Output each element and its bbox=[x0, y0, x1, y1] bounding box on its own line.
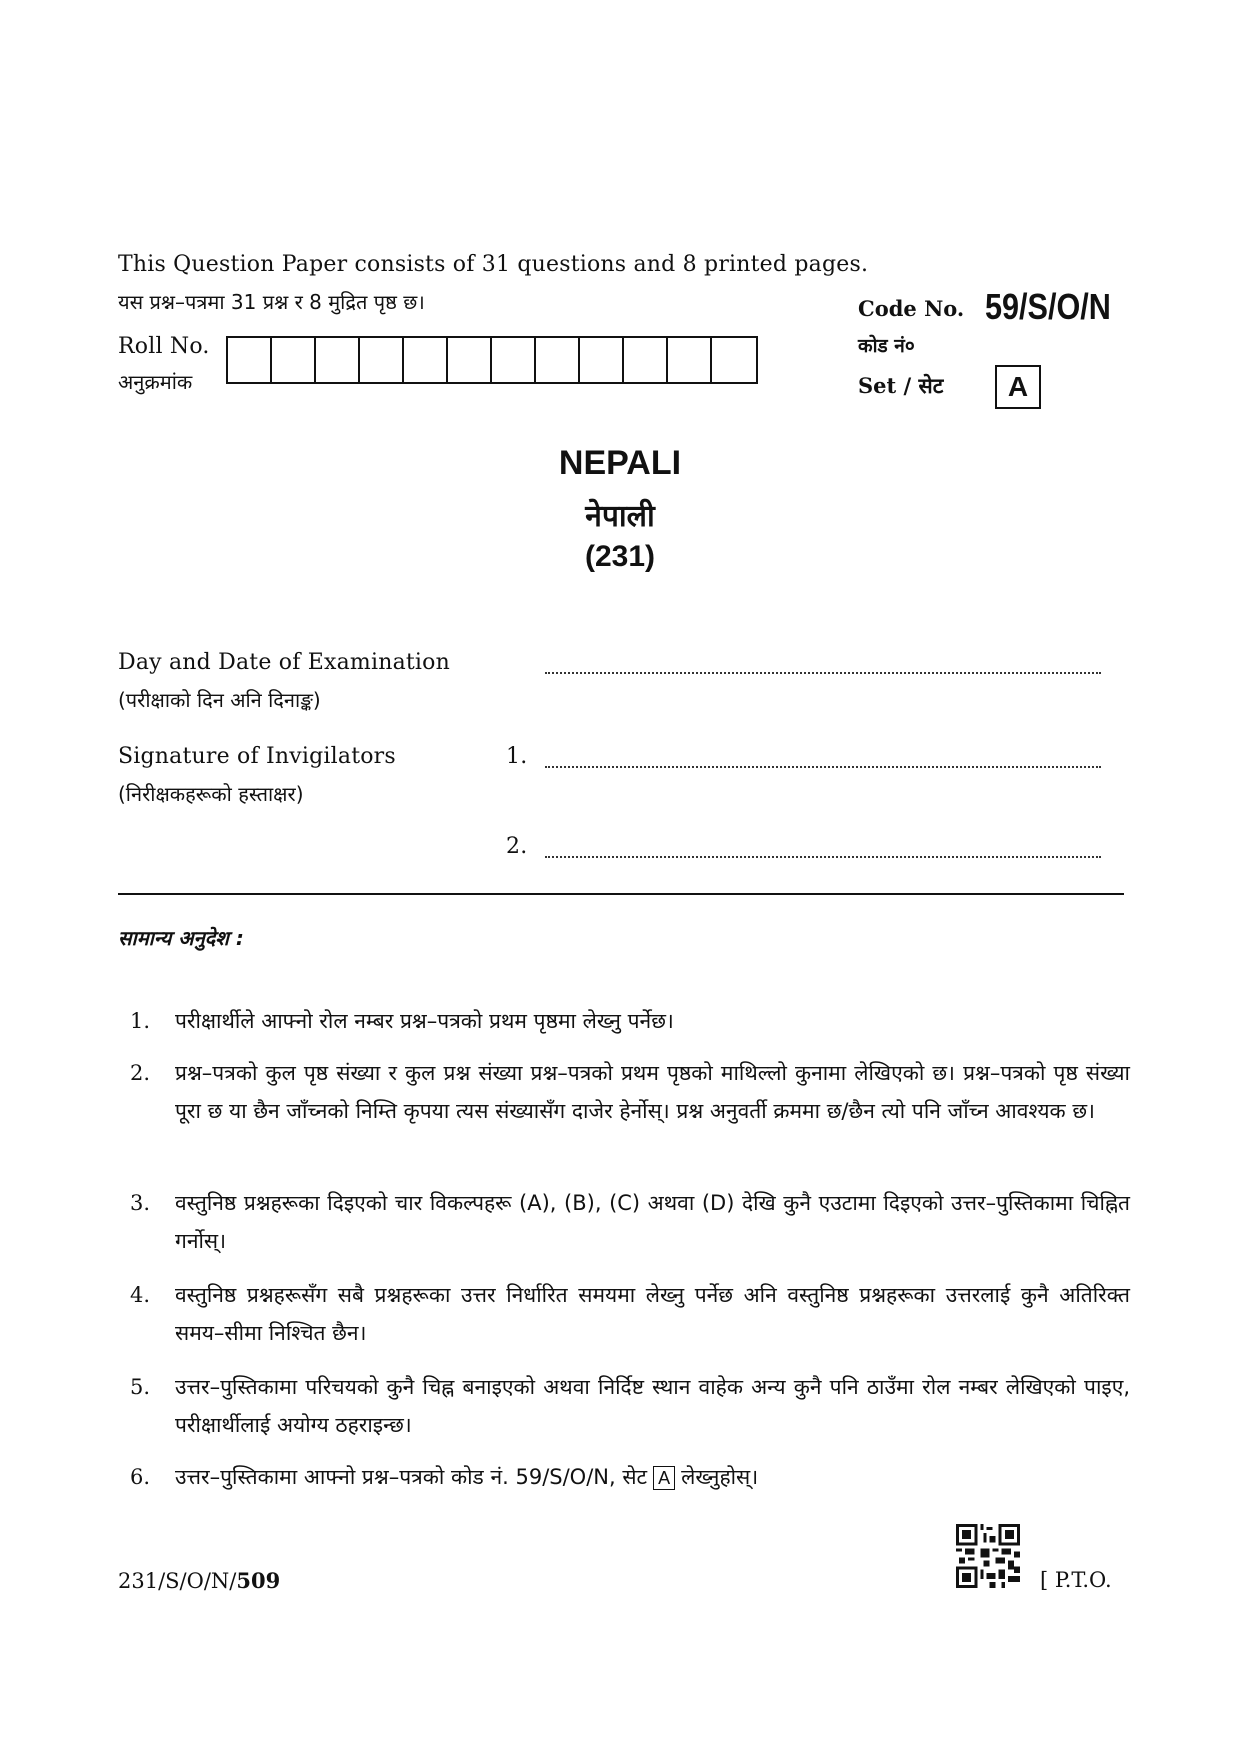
roll-number-cell[interactable] bbox=[272, 338, 316, 382]
qr-code-icon bbox=[956, 1524, 1020, 1588]
signature-dotted-line-1[interactable] bbox=[545, 764, 1101, 768]
subject-title-np: नेपाली bbox=[585, 499, 655, 534]
roll-number-cell[interactable] bbox=[712, 338, 756, 382]
roll-number-cell[interactable] bbox=[624, 338, 668, 382]
instruction-number: 1. bbox=[130, 1009, 151, 1033]
roll-number-cell[interactable] bbox=[316, 338, 360, 382]
instruction-number: 6. bbox=[130, 1465, 151, 1489]
signature-label-np: (निरीक्षकहरूको हस्ताक्षर) bbox=[118, 782, 304, 806]
date-label-en: Day and Date of Examination bbox=[118, 650, 450, 675]
signature-label-en: Signature of Invigilators bbox=[118, 744, 396, 769]
roll-label-np: अनुक्रमांक bbox=[118, 370, 193, 394]
instruction-text: वस्तुनिष्ठ प्रश्नहरूका दिइएको चार विकल्पहरू (A), (B), (C) अथवा (D) देखि कुनै एउटामा दिइएको उत्तर–पुस्तिकामा चिह्नित गर्नोस्। bbox=[175, 1191, 1130, 1253]
roll-number-cell[interactable] bbox=[492, 338, 536, 382]
set-value-box: A bbox=[995, 365, 1041, 409]
instructions-heading: सामान्य अनुदेश : bbox=[118, 926, 244, 950]
pto-label: [ P.T.O. bbox=[1040, 1568, 1112, 1592]
roll-number-cell[interactable] bbox=[404, 338, 448, 382]
paper-code-bold: 509 bbox=[236, 1568, 281, 1593]
signature-dotted-line-2[interactable] bbox=[545, 854, 1101, 858]
set-label: Set / सेट bbox=[858, 373, 944, 398]
instruction-item bbox=[130, 1368, 1130, 1444]
roll-number-cell[interactable] bbox=[580, 338, 624, 382]
instruction-number: 4. bbox=[130, 1283, 151, 1307]
divider-rule bbox=[118, 893, 1124, 895]
date-label-np: (परीक्षाको दिन अनि दिनाङ्क) bbox=[118, 688, 321, 712]
instruction-item bbox=[130, 1458, 1130, 1496]
pages-info-np: यस प्रश्न–पत्रमा 31 प्रश्न र 8 मुद्रित पृष्ठ छ। bbox=[118, 290, 425, 314]
roll-number-cell[interactable] bbox=[536, 338, 580, 382]
pages-info-en: This Question Paper consists of 31 questions and 8 printed pages. bbox=[118, 252, 869, 277]
roll-number-cell[interactable] bbox=[448, 338, 492, 382]
code-label-np: कोड नं० bbox=[858, 335, 915, 357]
code-value: 59/S/O/N bbox=[985, 286, 1111, 327]
roll-number-cell[interactable] bbox=[360, 338, 404, 382]
signature-number-1: 1. bbox=[506, 744, 528, 769]
subject-code: (231) bbox=[584, 540, 656, 573]
instruction-item bbox=[130, 1184, 1130, 1260]
roll-number-cell[interactable] bbox=[228, 338, 272, 382]
code-label-en: Code No. bbox=[858, 296, 965, 321]
paper-code-prefix: 231/S/O/N/ bbox=[118, 1569, 237, 1593]
instruction-text-end: लेख्नुहोस्। bbox=[681, 1465, 759, 1489]
instruction-text: परीक्षार्थीले आफ्नो रोल नम्बर प्रश्न–पत्रको प्रथम पृष्ठमा लेख्नु पर्नेछ। bbox=[175, 1009, 674, 1033]
subject-title-en: NEPALI bbox=[558, 444, 682, 482]
instruction-item bbox=[130, 1276, 1130, 1352]
roll-number-boxes[interactable] bbox=[226, 336, 758, 384]
roll-number-cell[interactable] bbox=[668, 338, 712, 382]
signature-number-2: 2. bbox=[506, 834, 528, 859]
roll-label-en: Roll No. bbox=[118, 334, 210, 359]
set-inline-box: A bbox=[653, 1466, 675, 1490]
instruction-text: उत्तर–पुस्तिकामा परिचयको कुनै चिह्न बनाइएको अथवा निर्दिष्ट स्थान वाहेक अन्य कुनै पनि ठाउँमा रोल नम्बर लेखिएको पाइए, परीक्षार्थीलाई अयोग्य ठहराइन्छ। bbox=[175, 1375, 1130, 1437]
instruction-number: 3. bbox=[130, 1191, 151, 1215]
instruction-text: प्रश्न–पत्रको कुल पृष्ठ संख्या र कुल प्रश्न संख्या प्रश्न–पत्रको प्रथम पृष्ठको माथिल्लो कुनामा लेखिएको छ। प्रश्न–पत्रको पृष्ठ संख्या पूरा छ या छैन जाँच्नको निम्ति कृपया त्यस संख्यासँग दाजेर हेर्नोस्। प्रश्न अनुवर्ती क्रममा छ/छैन त्यो पनि जाँच्न आवश्यक छ। bbox=[175, 1061, 1130, 1123]
instruction-text: वस्तुनिष्ठ प्रश्नहरूसँग सबै प्रश्नहरूका उत्तर निर्धारित समयमा लेख्नु पर्नेछ अनि वस्तुनिष्ठ प्रश्नहरूका उत्तरलाई कुनै अतिरिक्त समय–सीमा निश्चित छैन। bbox=[175, 1283, 1130, 1345]
instruction-item bbox=[130, 1002, 1130, 1040]
paper-code-footer bbox=[118, 1568, 280, 1593]
instruction-number: 5. bbox=[130, 1375, 151, 1399]
instruction-item bbox=[130, 1054, 1130, 1130]
instruction-number: 2. bbox=[130, 1061, 151, 1085]
date-dotted-line[interactable] bbox=[545, 670, 1101, 674]
instruction-text: उत्तर–पुस्तिकामा आफ्नो प्रश्न–पत्रको कोड नं. 59/S/O/N, सेट bbox=[175, 1465, 648, 1489]
